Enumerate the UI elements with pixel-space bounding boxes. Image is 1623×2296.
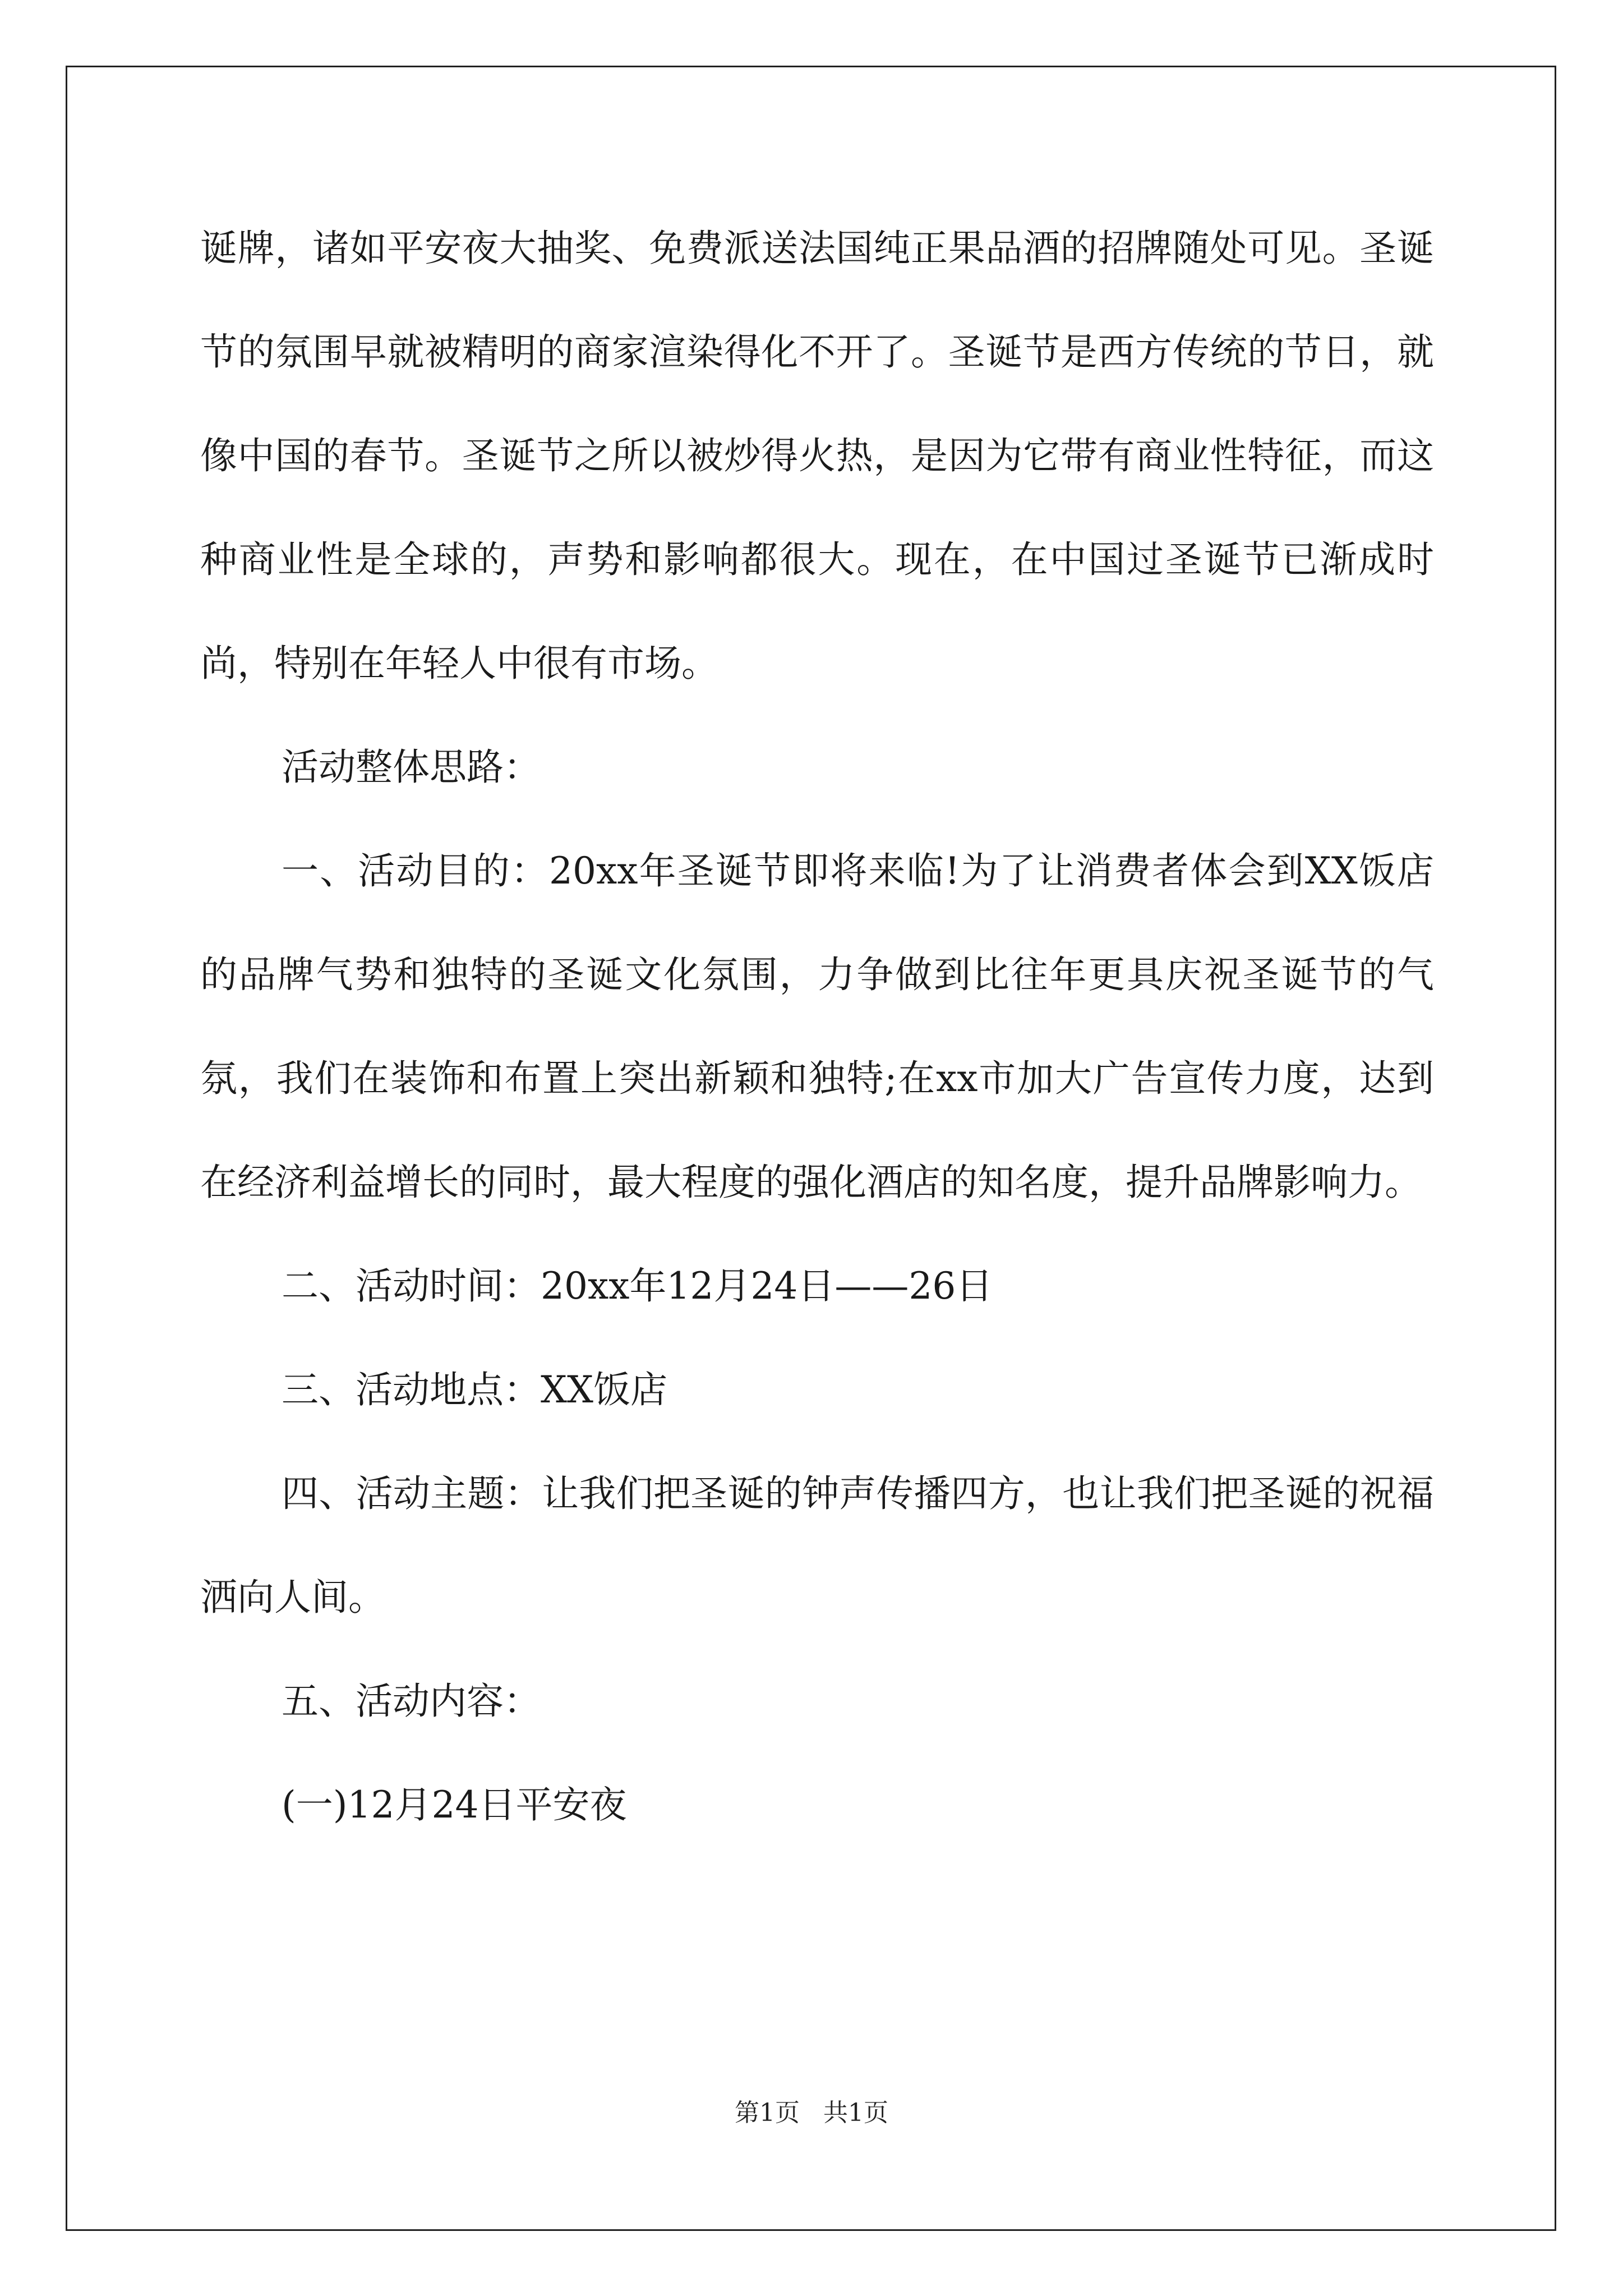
paragraph-time: 二、活动时间：20xx年12月24日——26日 xyxy=(282,1264,993,1308)
paragraph-location: 三、活动地点：XX饭店 xyxy=(282,1368,667,1411)
paragraph-purpose: 一、活动目的：20xx年圣诞节即将来临!为了让消费者体会到XX饭店的品牌气势和独特的圣诞文化氛围，力争做到比往年更具庆祝圣诞节的气氛，我们在装饰和布置上突出新颖和独特;在xx市加大广告宣传力度，达到在经济利益增长的同时，最大程度的强化酒店的知名度，提升品牌影响力。 xyxy=(200,849,1434,1204)
paragraph-overall-approach: 活动整体思路： xyxy=(282,746,541,789)
document-body xyxy=(200,196,1434,1857)
paragraph-intro: 诞牌，诸如平安夜大抽奖、免费派送法国纯正果品酒的招牌随处可见。圣诞节的氛围早就被精明的商家渲染得化不开了。圣诞节是西方传统的节日，就像中国的春节。圣诞节之所以被炒得火热，是因为它带有商业性特征，而这种商业性是全球的，声势和影响都很大。现在，在中国过圣诞节已渐成时尚，特别在年轻人中很有市场。 xyxy=(200,227,1434,685)
paragraph-theme: 四、活动主题：让我们把圣诞的钟声传播四方，也让我们把圣诞的祝福洒向人间。 xyxy=(200,1472,1434,1619)
paragraph-christmas-eve: (一)12月24日平安夜 xyxy=(282,1783,627,1826)
paragraph-content-heading: 五、活动内容： xyxy=(282,1680,541,1723)
page-number-footer: 第1页 共1页 xyxy=(735,2099,888,2127)
